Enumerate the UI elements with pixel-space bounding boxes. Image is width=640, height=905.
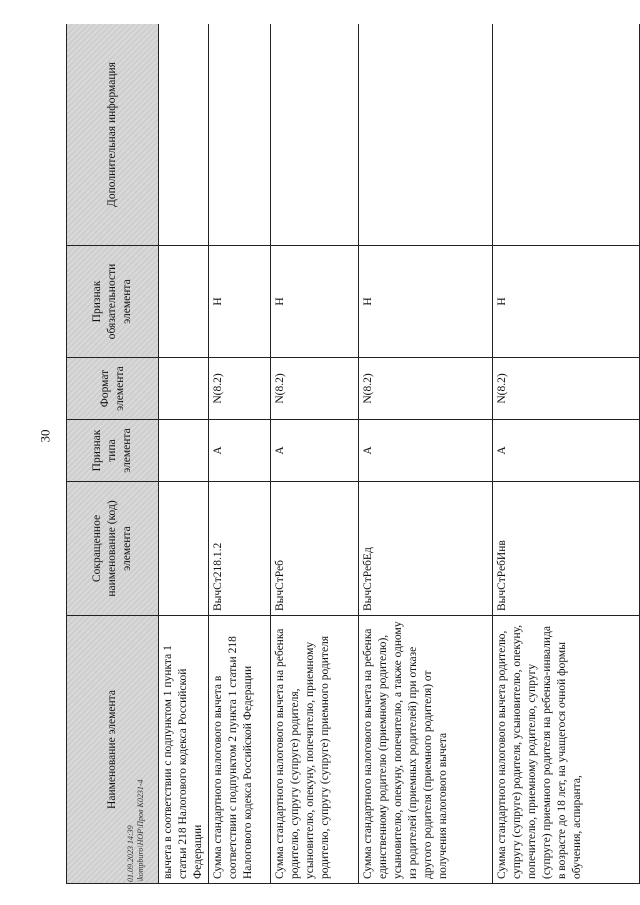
footer-timestamp: 01.09.2023 14:39 xyxy=(126,825,135,882)
cell-required: Н xyxy=(271,246,359,358)
table-row xyxy=(271,24,359,884)
cell-name: Сумма стандартного налогового вычета на ребенка единственному родителю (приемному родителю), усыновителю, опекуну, попечителю, а также одному из родителей (приемных родителей) при отказе другого родителя (приемного родителя) от получения налогового вычета xyxy=(359,616,493,884)
cell-required xyxy=(159,246,209,358)
header-additional-info: Дополнительная информация xyxy=(67,24,159,246)
file-footer xyxy=(126,762,146,882)
cell-required: Н xyxy=(493,246,640,358)
cell-format xyxy=(159,358,209,420)
page-number: 30 xyxy=(37,429,53,443)
header-element-code: Сокращенное наименование (код) элемента xyxy=(67,482,159,616)
table-header-row xyxy=(67,24,159,884)
cell-name: Сумма стандартного налогового вычета родителю, супругу (супруге) родителя, усыновителю, опекуну, попечителю, приемному родителю, супругу (супруге) приемного родителя на ребенка-инвалида в возрасте до 18 лет, на учащегося очной формы обучения, аспиранта, xyxy=(493,616,640,884)
header-element-format: Формат элемента xyxy=(67,358,159,420)
cell-code: ВычСтРебЕд xyxy=(359,482,493,616)
rotated-table-container xyxy=(66,24,640,884)
cell-name: Сумма стандартного налогового вычета в соответствии с подпунктом 2 пункта 1 статьи 218 Налогового кодекса Российской Федерации xyxy=(209,616,271,884)
table-row xyxy=(209,24,271,884)
cell-name: вычета в соответствии с подпунктом 1 пункта 1 статьи 218 Налогового кодекса Российской Федерации xyxy=(159,616,209,884)
table-row xyxy=(359,24,493,884)
footer-path: \kompburo\НОР\Пров К0231-4 xyxy=(136,779,145,882)
cell-type: А xyxy=(209,420,271,482)
cell-type xyxy=(159,420,209,482)
header-element-name: Наименование элемента xyxy=(67,616,159,884)
cell-info xyxy=(359,24,493,246)
cell-format: N(8.2) xyxy=(493,358,640,420)
cell-format: N(8.2) xyxy=(209,358,271,420)
cell-type: А xyxy=(493,420,640,482)
elements-table xyxy=(66,24,640,884)
cell-code: ВычСтРеб xyxy=(271,482,359,616)
cell-info xyxy=(159,24,209,246)
cell-name: Сумма стандартного налогового вычета на ребенка родителю, супругу (супруге) родителя, усыновителю, опекуну, попечителю, приемному родителю, супругу (супруге) приемного родителя xyxy=(271,616,359,884)
cell-code xyxy=(159,482,209,616)
cell-code: ВычСтРебИнв xyxy=(493,482,640,616)
cell-required: Н xyxy=(209,246,271,358)
cell-required: Н xyxy=(359,246,493,358)
cell-code: ВычСт218.1.2 xyxy=(209,482,271,616)
cell-type: А xyxy=(271,420,359,482)
cell-info xyxy=(493,24,640,246)
cell-type: А xyxy=(359,420,493,482)
header-element-type: Признак типа элемента xyxy=(67,420,159,482)
cell-format: N(8.2) xyxy=(271,358,359,420)
table-row xyxy=(159,24,209,884)
table-viewport xyxy=(66,24,640,884)
cell-format: N(8.2) xyxy=(359,358,493,420)
cell-info xyxy=(271,24,359,246)
table-row xyxy=(493,24,640,884)
header-element-required: Признак обязательности элемента xyxy=(67,246,159,358)
cell-info xyxy=(209,24,271,246)
